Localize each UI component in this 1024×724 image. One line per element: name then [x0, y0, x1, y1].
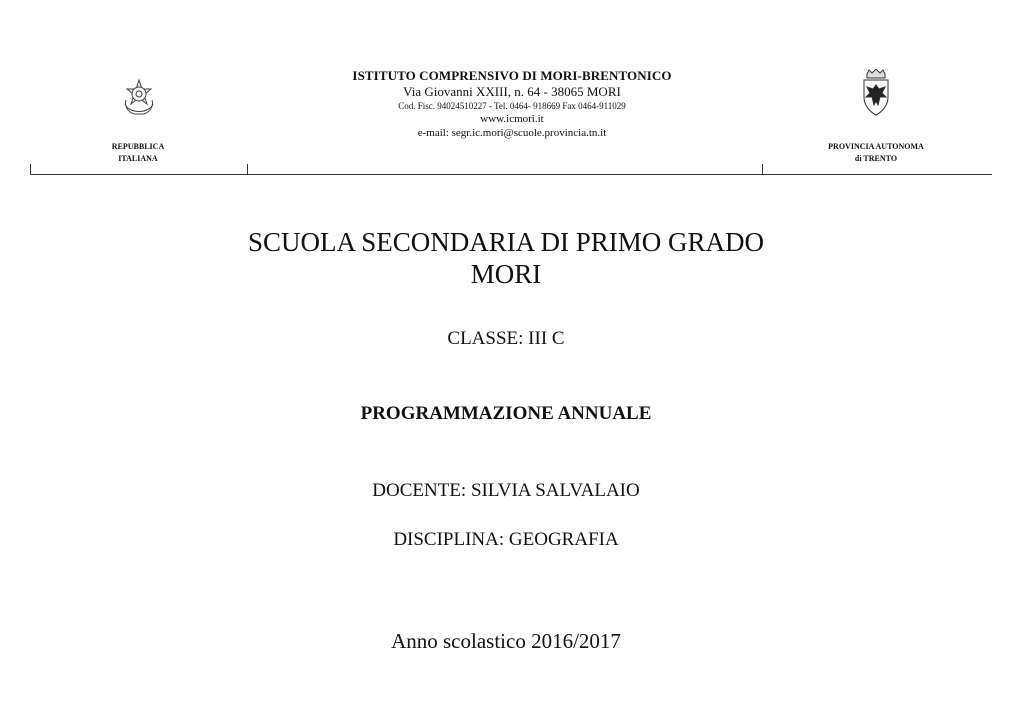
institute-website: www.icmori.it — [480, 113, 544, 125]
right-label-line1: PROVINCIA AUTONOMA — [828, 142, 924, 151]
institute-address: Via Giovanni XXIII, n. 64 - 38065 MORI — [403, 84, 621, 99]
left-label-line2: ITALIANA — [118, 154, 158, 163]
school-year: Anno scolastico 2016/2017 — [391, 629, 621, 653]
trento-coat-of-arms-icon — [856, 69, 896, 117]
document-title: PROGRAMMAZIONE ANNUALE — [360, 403, 652, 424]
class-label: CLASSE: III C — [447, 328, 565, 349]
italian-republic-emblem-icon — [120, 74, 158, 118]
school-name-line1: SCUOLA SECONDARIA DI PRIMO GRADO — [247, 227, 765, 257]
right-label-line2: di TRENTO — [854, 154, 898, 163]
institute-email: e-mail: segr.ic.mori@scuole.provincia.tn.it — [417, 127, 607, 139]
header-divider-tick — [30, 164, 31, 175]
institute-name: ISTITUTO COMPRENSIVO DI MORI-BRENTONICO — [352, 68, 672, 83]
left-label — [88, 141, 188, 165]
institute-codes: Cod. Fisc. 94024510227 - Tel. 0464- 918669 Fax 0464-911029 — [398, 101, 626, 111]
subject-label: DISCIPLINA: GEOGRAFIA — [393, 529, 619, 550]
left-label-line1: REPUBBLICA — [111, 142, 165, 151]
teacher-label: DOCENTE: SILVIA SALVALAIO — [372, 480, 640, 501]
school-name — [0, 226, 1012, 290]
header-divider-tick — [762, 164, 763, 175]
header-divider — [30, 174, 992, 175]
header-divider-tick — [247, 164, 248, 175]
right-label — [800, 141, 952, 165]
school-name-line2: MORI — [470, 259, 542, 289]
